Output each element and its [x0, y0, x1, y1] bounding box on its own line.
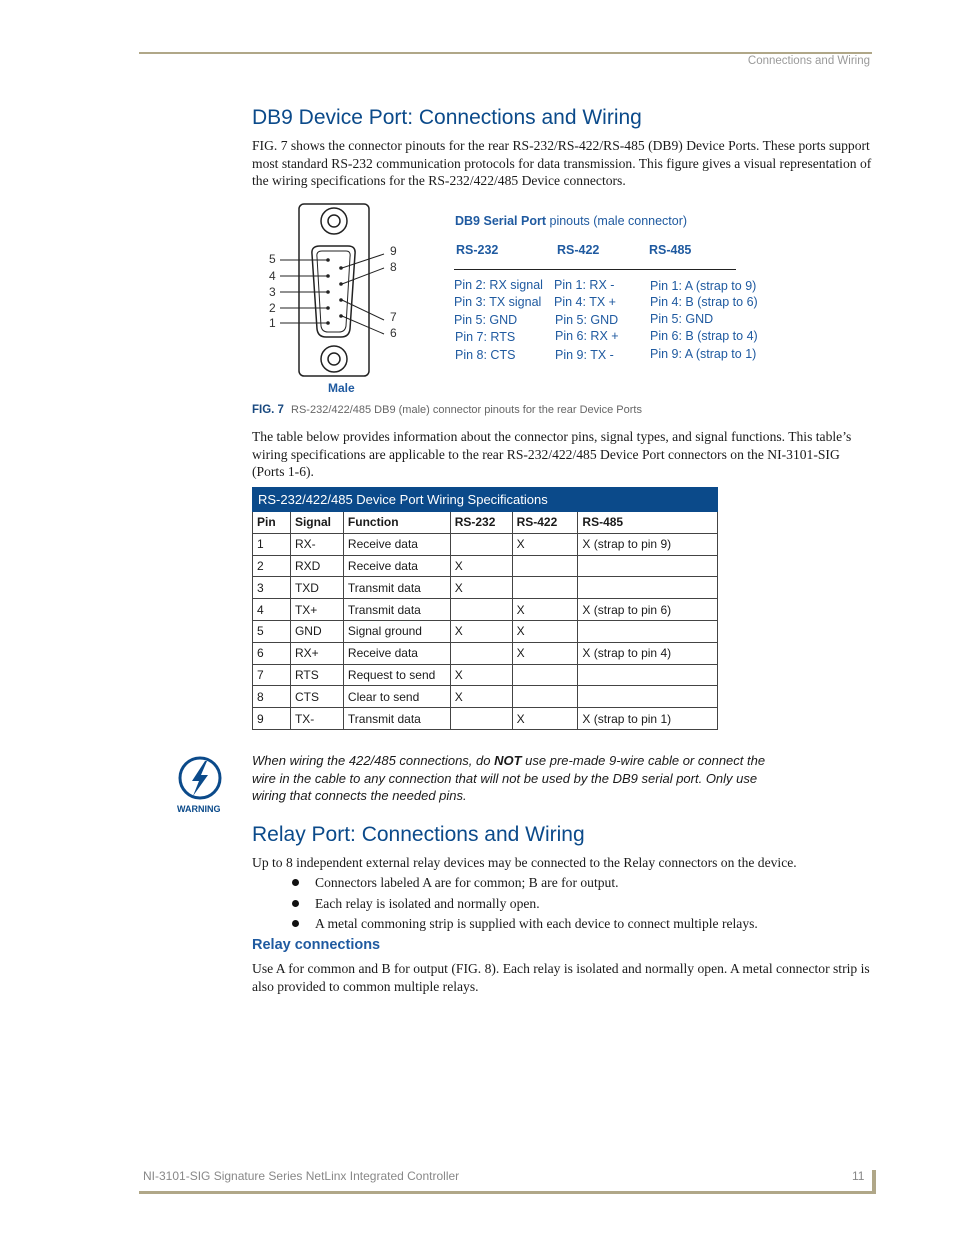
relay-bullet-list — [292, 874, 758, 936]
rs422-pin: Pin 9: TX - — [555, 348, 614, 362]
pin-label: 6 — [390, 326, 397, 340]
table-cell: X — [512, 620, 578, 642]
rs422-pin: Pin 5: GND — [555, 313, 619, 327]
table-cell: RTS — [290, 664, 343, 686]
table-cell: Receive data — [343, 555, 450, 577]
table-cell: RXD — [290, 555, 343, 577]
table-cell: X — [450, 577, 512, 599]
footer-page-bar — [872, 1170, 876, 1194]
bullet-icon — [292, 879, 299, 886]
table-cell: X — [512, 599, 578, 621]
pinout-heading — [455, 214, 687, 228]
table-cell — [578, 664, 718, 686]
table-cell — [578, 577, 718, 599]
table-row — [253, 577, 718, 599]
table-cell — [512, 577, 578, 599]
table-cell: Transmit data — [343, 577, 450, 599]
warning-text-before: When wiring the 422/485 connections, do — [252, 753, 495, 768]
table-cell: X (strap to pin 9) — [578, 533, 718, 555]
list-item-text: Connectors labeled A are for common; B are for output. — [315, 875, 619, 890]
table-cell: Transmit data — [343, 708, 450, 730]
pinout-divider — [454, 269, 736, 270]
list-item — [292, 915, 758, 936]
table-cell — [450, 642, 512, 664]
table-cell: Receive data — [343, 533, 450, 555]
pin-label: 7 — [390, 310, 397, 324]
list-item — [292, 895, 758, 916]
table-row — [253, 708, 718, 730]
table-cell: RX- — [290, 533, 343, 555]
table-cell: Receive data — [343, 642, 450, 664]
warning-text-after: use pre-made 9-wire cable or connect the wire in the cable to any connection that will not be used by the DB9 serial port. Only use wiring that connects the needed pins. — [252, 753, 766, 803]
table-cell: 7 — [253, 664, 291, 686]
table-cell: 4 — [253, 599, 291, 621]
table-cell: TXD — [290, 577, 343, 599]
db9-intro-paragraph: FIG. 7 shows the connector pinouts for the rear RS-232/RS-422/RS-485 (DB9) Device Ports. These ports support most standard RS-232 communication protocols for data transmission. This figure gives a visual representation of the wiring specifications for the RS-232/422/485 Device connectors. — [252, 138, 872, 188]
table-cell: TX- — [290, 708, 343, 730]
rs422-pin: Pin 6: RX + — [555, 329, 619, 343]
table-cell: 5 — [253, 620, 291, 642]
column-header-rs232: RS-232 — [456, 243, 499, 257]
header-rule — [139, 52, 872, 54]
rs232-pin: Pin 2: RX signal — [454, 278, 543, 292]
rs232-pin: Pin 5: GND — [454, 313, 518, 327]
table-cell — [578, 686, 718, 708]
pin-label: 2 — [269, 301, 276, 315]
table-cell: X — [450, 555, 512, 577]
table-cell: 9 — [253, 708, 291, 730]
table-header-row — [253, 512, 718, 534]
table-cell — [578, 555, 718, 577]
table-cell — [578, 620, 718, 642]
column-header: RS-232 — [450, 512, 512, 534]
table-cell: X — [512, 642, 578, 664]
table-cell: 8 — [253, 686, 291, 708]
table-cell: Transmit data — [343, 599, 450, 621]
list-item-text: Each relay is isolated and normally open. — [315, 895, 540, 911]
column-header: Pin — [253, 512, 291, 534]
pinout-heading-rest: pinouts (male connector) — [546, 214, 688, 228]
page-number: 11 — [852, 1169, 865, 1183]
bullet-icon — [292, 900, 299, 907]
footer-product-name: NI-3101-SIG Signature Series NetLinx Integrated Controller — [143, 1169, 460, 1183]
db9-section-title: DB9 Device Port: Connections and Wiring — [252, 106, 642, 129]
rs485-pin: Pin 4: B (strap to 6) — [650, 295, 758, 309]
table-cell: X — [450, 620, 512, 642]
table-cell: 3 — [253, 577, 291, 599]
warning-text — [252, 752, 792, 805]
column-header: RS-485 — [578, 512, 718, 534]
footer-rule — [139, 1191, 876, 1194]
table-title: RS-232/422/485 Device Port Wiring Specifications — [253, 488, 718, 512]
table-cell: X (strap to pin 6) — [578, 599, 718, 621]
column-header: RS-422 — [512, 512, 578, 534]
connector-label: Male — [328, 381, 355, 395]
table-cell: X (strap to pin 4) — [578, 642, 718, 664]
table-intro-paragraph: The table below provides information about the connector pins, signal types, and signal functions. This table’s wiring specifications are applicable to the rear RS-232/422/485 Device Port connectors on the NI-3101-SIG (Ports 1-6). — [252, 429, 852, 479]
relay-connections-paragraph: Use A for common and B for output (FIG. 8). Each relay is isolated and normally open. A metal connector strip is also provided to common multiple relays. — [252, 961, 870, 994]
warning-icon-label: WARNING — [177, 804, 221, 814]
table-cell — [512, 664, 578, 686]
table-cell: TX+ — [290, 599, 343, 621]
table-cell: CTS — [290, 686, 343, 708]
table-cell: X — [512, 708, 578, 730]
rs485-pin: Pin 1: A (strap to 9) — [650, 279, 757, 293]
pin-label: 4 — [269, 269, 276, 283]
rs485-pin: Pin 5: GND — [650, 312, 714, 326]
table-cell — [450, 533, 512, 555]
table-row — [253, 599, 718, 621]
table-row — [253, 533, 718, 555]
table-cell: Clear to send — [343, 686, 450, 708]
figure-caption — [252, 404, 642, 416]
table-cell: X — [512, 533, 578, 555]
column-header: Function — [343, 512, 450, 534]
table-cell — [450, 708, 512, 730]
figure-caption-text: RS-232/422/485 DB9 (male) connector pinouts for the rear Device Ports — [291, 404, 642, 416]
warning-text-bold: NOT — [494, 753, 522, 768]
column-header: Signal — [290, 512, 343, 534]
table-cell: 6 — [253, 642, 291, 664]
db9-pinout-figure — [252, 196, 772, 401]
table-cell: X — [450, 664, 512, 686]
column-header-rs485: RS-485 — [649, 243, 692, 257]
rs232-pin: Pin 8: CTS — [455, 348, 516, 362]
rs232-pin: Pin 3: TX signal — [454, 295, 542, 309]
table-cell — [450, 599, 512, 621]
table-cell: RX+ — [290, 642, 343, 664]
table-row — [253, 555, 718, 577]
running-header: Connections and Wiring — [747, 55, 870, 67]
table-cell: GND — [290, 620, 343, 642]
list-item-text: A metal commoning strip is supplied with each device to connect multiple relays. — [315, 916, 758, 931]
table-cell: Signal ground — [343, 620, 450, 642]
table-row — [253, 642, 718, 664]
table-row — [253, 686, 718, 708]
rs232-pin: Pin 7: RTS — [455, 330, 516, 344]
pin-label: 8 — [390, 260, 397, 274]
relay-connections-subtitle: Relay connections — [252, 937, 381, 953]
table-row — [253, 664, 718, 686]
pin-label: 9 — [390, 244, 397, 258]
rs485-pin: Pin 6: B (strap to 4) — [650, 329, 758, 343]
pin-label: 3 — [269, 285, 276, 299]
list-item — [292, 874, 758, 895]
table-cell: Request to send — [343, 664, 450, 686]
bullet-icon — [292, 920, 299, 927]
table-cell — [512, 555, 578, 577]
wiring-spec-table — [252, 487, 718, 730]
relay-section-title: Relay Port: Connections and Wiring — [252, 823, 585, 846]
table-row — [253, 620, 718, 642]
table-cell: X (strap to pin 1) — [578, 708, 718, 730]
pinout-heading-bold: DB9 Serial Port — [455, 214, 547, 228]
table-cell: 2 — [253, 555, 291, 577]
rs422-pin: Pin 1: RX - — [554, 278, 615, 292]
relay-intro-paragraph: Up to 8 independent external relay devices may be connected to the Relay connectors on the device. — [252, 855, 797, 870]
rs422-pin: Pin 4: TX + — [554, 295, 616, 309]
pin-label: 1 — [269, 316, 276, 330]
table-cell — [512, 686, 578, 708]
column-header-rs422: RS-422 — [557, 243, 600, 257]
table-cell: X — [450, 686, 512, 708]
pin-label: 5 — [269, 252, 276, 266]
table-cell: 1 — [253, 533, 291, 555]
figure-caption-label: FIG. 7 — [252, 404, 284, 416]
rs485-pin: Pin 9: A (strap to 1) — [650, 347, 757, 361]
